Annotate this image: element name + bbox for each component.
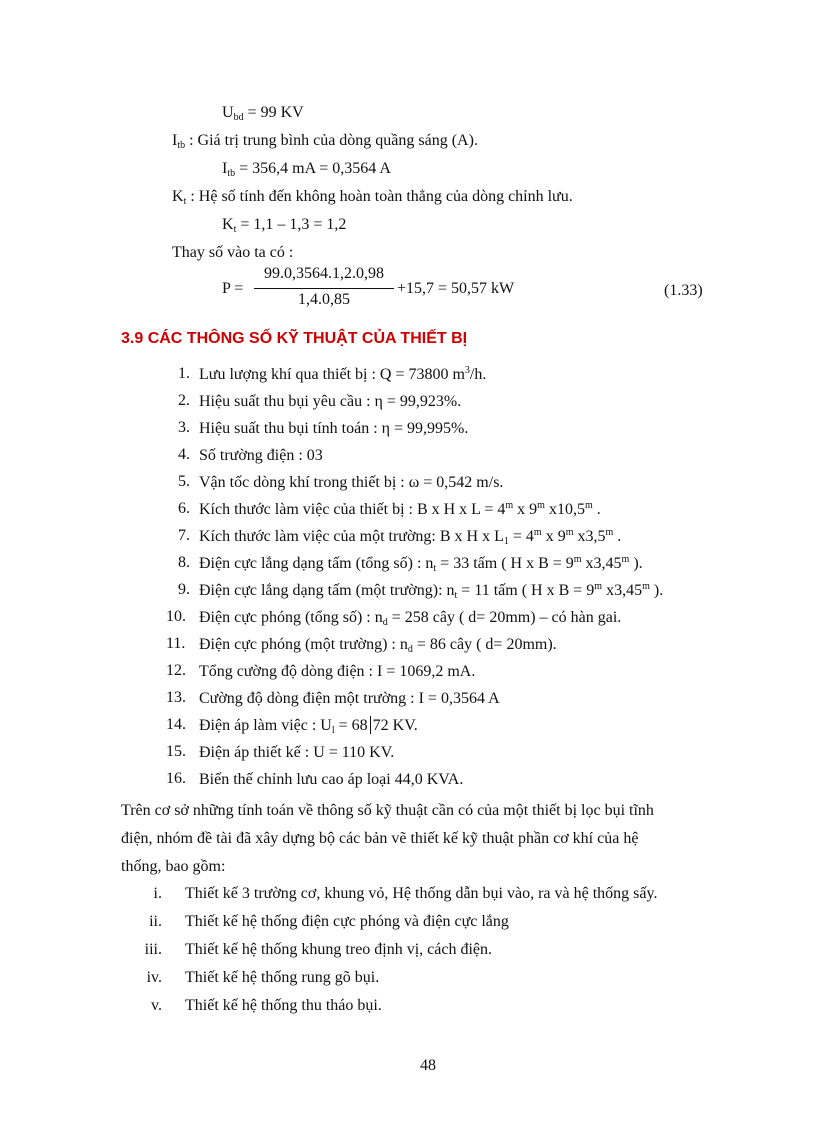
- paragraph-line: thống, bao gồm:: [121, 858, 226, 875]
- roman-number: iii.: [144, 941, 162, 958]
- formula-rhs: +15,7 = 50,57 kW: [397, 280, 515, 297]
- substitute-line: Thay số vào ta có :: [172, 244, 294, 261]
- list-number: 13.: [166, 689, 186, 706]
- list-number: 6.: [178, 500, 190, 517]
- formula-lhs: P =: [222, 280, 244, 297]
- list-number: 14.: [166, 716, 186, 733]
- itb-definition: $I_{tb}$ : Giá trị trung bình của dòng quầng sáng (A).: [172, 132, 478, 151]
- list-item: Cường độ dòng điện một trường : I = 0,3564 A: [199, 690, 500, 707]
- list-number: 5.: [178, 473, 190, 490]
- list-item: Thiết kế 3 trường cơ, khung vỏ, Hệ thống dẫn bụi vào, ra và hệ thống sấy.: [185, 885, 658, 902]
- paragraph-line: điện, nhóm đề tài đã xây dựng bộ các bản vẽ thiết kế kỹ thuật phần cơ khí của hệ: [121, 830, 639, 847]
- list-number: 3.: [178, 419, 190, 436]
- list-item: Thiết kế hệ thống khung treo định vị, cách điện.: [185, 941, 493, 958]
- list-item: Lưu lượng khí qua thiết bị : Q = 73800 $m^3/h$.: [199, 365, 487, 383]
- list-item: Thiết kế hệ thống rung gõ bụi.: [185, 969, 380, 986]
- roman-number: iv.: [146, 969, 162, 986]
- roman-number: i.: [153, 885, 162, 902]
- page-number: 48: [420, 1057, 436, 1074]
- section-heading: 3.9 CÁC THÔNG SỐ KỸ THUẬT CỦA THIẾT BỊ: [121, 330, 468, 347]
- list-item: Hiệu suất thu bụi tính toán : η = 99,995%.: [199, 420, 469, 437]
- list-item: Điện cực lắng dạng tấm (một trường): $n_t = 11$ tấm ( H x $B = 9^m$ x3,45$^m$ ).: [199, 581, 664, 601]
- equation-number: (1.33): [664, 282, 703, 299]
- list-item: Thiết kế hệ thống điện cực phóng và điện cực lắng: [185, 913, 509, 930]
- roman-number: v.: [151, 997, 162, 1014]
- ubd-line: $U_{bd} = 99$ KV: [222, 104, 304, 123]
- fraction-bar: [254, 288, 394, 289]
- roman-number: ii.: [149, 913, 162, 930]
- list-number: 8.: [178, 554, 190, 571]
- list-number: 9.: [178, 581, 190, 598]
- itb-value: $I_{tb} = 356,4$ mA = 0,3564 A: [222, 160, 391, 179]
- list-number: 7.: [178, 527, 190, 544]
- list-item: Kích thước làm việc của một trường: B x H x $L_1 = 4^m$ x 9$^m$ x3,5$^m$ .: [199, 527, 622, 547]
- list-number: 15.: [166, 743, 186, 760]
- list-item: Điện cực phóng (một trường) : $n_d = 86$ cây ( d= 20mm).: [199, 636, 557, 655]
- list-item: Điện áp thiết kế : U = 110 KV.: [199, 744, 395, 761]
- list-item: Hiệu suất thu bụi yêu cầu : η = 99,923%.: [199, 393, 462, 410]
- formula-denominator: 1,4.0,85: [298, 291, 350, 308]
- list-number: 12.: [166, 662, 186, 679]
- list-number: 2.: [178, 392, 190, 409]
- kt-value: $K_t = 1,1 - 1,3 = 1,2$: [222, 216, 347, 235]
- paragraph-line: Trên cơ sở những tính toán về thông số kỹ thuật cần có của một thiết bị lọc bụi tĩnh: [121, 802, 654, 819]
- list-item: Điện cực lắng dạng tấm (tổng số) : $n_t = 33$ tấm ( H x $B = 9^m$ x3,45$^m$ ).: [199, 554, 643, 574]
- kt-definition: $K_t$ : Hệ số tính đến không hoàn toàn thẳng của dòng chỉnh lưu.: [172, 188, 573, 207]
- list-item: Tổng cường độ dòng điện : I = 1069,2 mA.: [199, 663, 476, 680]
- list-item: Điện áp làm việc : $U_l = 68$ 72 KV.: [199, 717, 418, 736]
- list-number: 4.: [178, 446, 190, 463]
- list-item: Biến thế chỉnh lưu cao áp loại 44,0 KVA.: [199, 771, 464, 788]
- list-number: 10.: [166, 608, 186, 625]
- list-item: Kích thước làm việc của thiết bị : B x H x $L = 4^m$ x 9$^m$ x10,5$^m$ .: [199, 500, 601, 518]
- list-number: 16.: [166, 770, 186, 787]
- list-item: Thiết kế hệ thống thu tháo bụi.: [185, 997, 382, 1014]
- range-bar: [370, 716, 371, 734]
- formula-numerator: 99.0,3564.1,2.0,98: [264, 265, 384, 282]
- list-item: Điện cực phóng (tổng số) : $n_d = 258$ cây ( d= 20mm) – có hàn gai.: [199, 609, 622, 628]
- list-number: 11.: [166, 635, 186, 652]
- list-item: Vận tốc dòng khí trong thiết bị : ω = 0,542 m/s.: [199, 474, 504, 491]
- list-number: 1.: [178, 365, 190, 382]
- list-item: Số trường điện : 03: [199, 447, 323, 464]
